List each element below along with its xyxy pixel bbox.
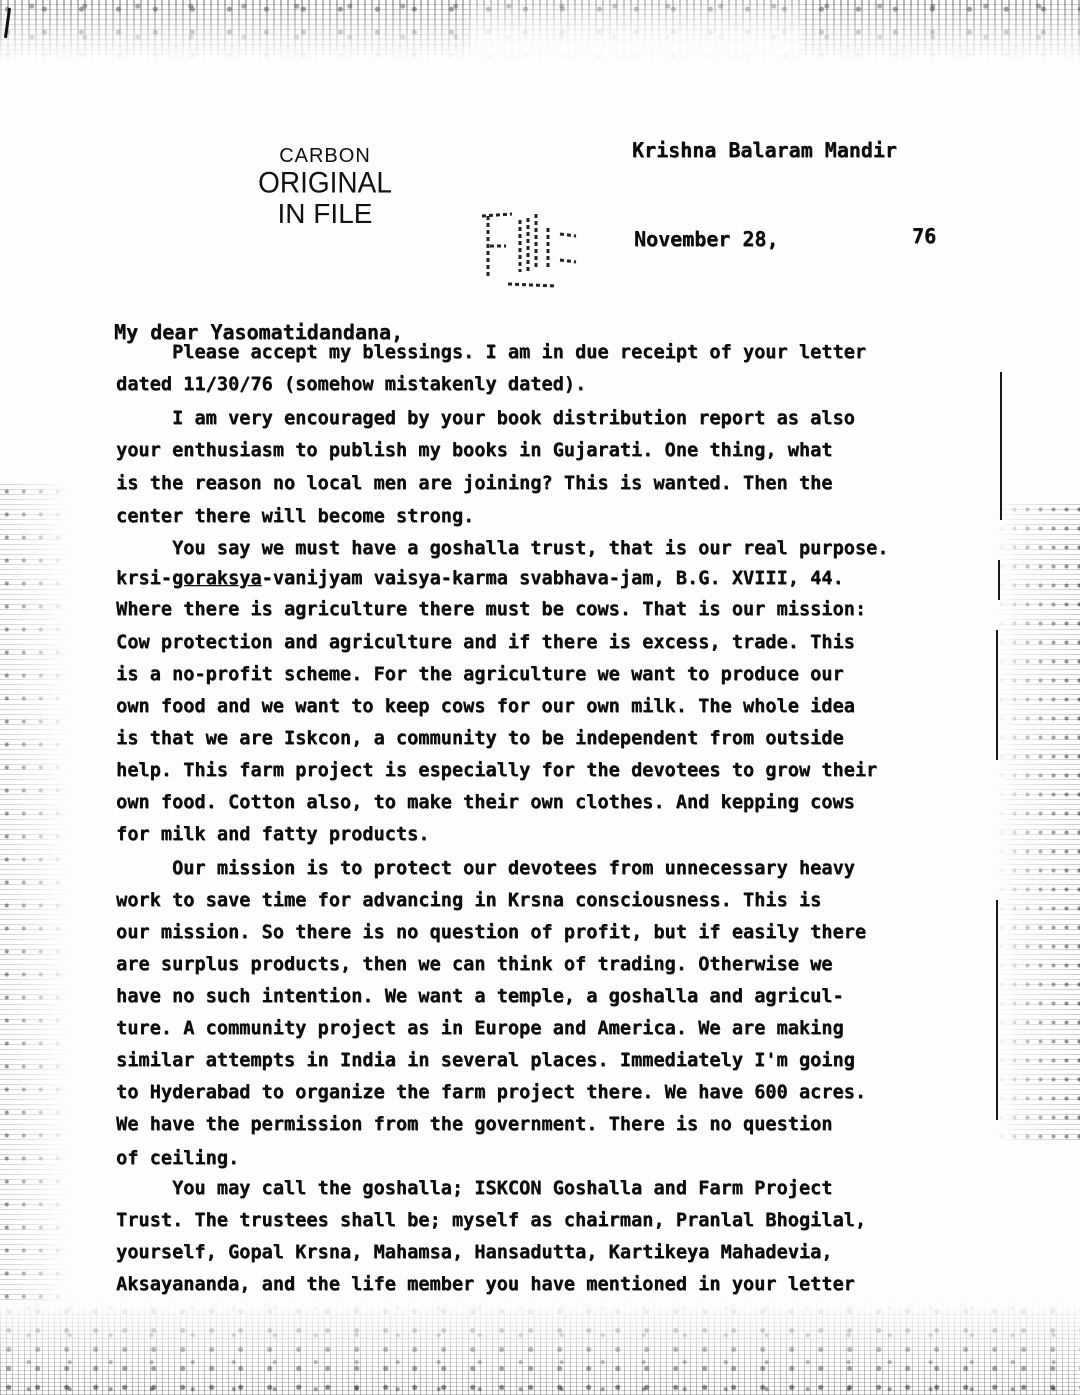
margin-line	[1000, 400, 1002, 520]
body-line: are surplus products, then we can think of trading. Otherwise we	[116, 954, 833, 975]
body-line: own food. Cotton also, to make their own clothes. And kepping cows	[116, 792, 855, 813]
body-line: You say we must have a goshalla trust, that is our real purpose.	[116, 538, 889, 559]
margin-line	[1000, 372, 1002, 402]
body-line: work to save time for advancing in Krsna consciousness. This is	[116, 890, 822, 911]
scan-noise-top	[0, 0, 1080, 60]
body-line: We have the permission from the government. There is no question	[116, 1114, 833, 1135]
body-line: own food and we want to keep cows for our own milk. The whole idea	[116, 696, 855, 717]
body-line: is that we are Iskcon, a community to be independent from outside	[116, 728, 844, 749]
body-line: ture. A community project as in Europe and America. We are making	[116, 1018, 844, 1039]
stamp-line-1: CARBON	[279, 145, 371, 167]
body-line: have no such intention. We want a temple, a goshalla and agricul-	[116, 986, 844, 1007]
scan-noise-left	[0, 480, 70, 1300]
letter-year: 76	[912, 224, 937, 248]
body-line: our mission. So there is no question of profit, but if easily there	[116, 922, 867, 943]
body-line: is the reason no local men are joining? This is wanted. Then the	[116, 473, 833, 494]
body-line: Our mission is to protect our devotees from unnecessary heavy	[116, 858, 855, 879]
body-line: is a no-profit scheme. For the agriculture we want to produce our	[116, 664, 844, 685]
body-line: Where there is agriculture there must be cows. That is our mission:	[116, 599, 867, 620]
salutation: My dear Yasomatidandana,	[114, 320, 403, 344]
body-line: for milk and fatty products.	[116, 824, 430, 845]
body-line: similar attempts in India in several places. Immediately I'm going	[116, 1050, 855, 1071]
body-line: yourself, Gopal Krsna, Mahamsa, Hansadutta, Kartikeya Mahadevia,	[116, 1242, 833, 1263]
margin-line	[996, 630, 998, 760]
body-line: You may call the goshalla; ISKCON Goshalla and Farm Project	[116, 1178, 833, 1199]
body-line: to Hyderabad to organize the farm project there. We have 600 acres.	[116, 1082, 867, 1103]
margin-line	[998, 560, 1000, 600]
body-line: center there will become strong.	[116, 506, 475, 527]
scan-noise-bottom	[0, 1300, 1080, 1395]
body-line: Please accept my blessings. I am in due receipt of your letter	[116, 342, 867, 363]
body-line: Aksayananda, and the life member you have mentioned in your letter	[116, 1274, 855, 1295]
carbon-original-stamp	[240, 144, 410, 230]
letter-date: November 28,	[634, 227, 779, 251]
file-stamp-mark	[476, 208, 586, 290]
body-line: Cow protection and agriculture and if there is excess, trade. This	[116, 632, 855, 653]
body-line: Trust. The trustees shall be; myself as chairman, Pranlal Bhogilal,	[116, 1210, 867, 1231]
body-line: krsi-goraksya-vanijyam vaisya-karma svabhava-jam, B.G. XVIII, 44.	[116, 568, 844, 589]
body-line: help. This farm project is especially for the devotees to grow their	[116, 760, 878, 781]
stamp-line-2: ORIGINAL	[258, 166, 392, 199]
stamp-line-3: IN FILE	[277, 198, 373, 229]
body-line: of ceiling.	[116, 1148, 240, 1169]
margin-line	[996, 900, 998, 1120]
body-line: your enthusiasm to publish my books in Gujarati. One thing, what	[116, 440, 833, 461]
body-line: I am very encouraged by your book distribution report as also	[116, 408, 855, 429]
underlined-term: goraksya	[171, 568, 262, 589]
scan-noise-right	[995, 500, 1080, 1140]
letterhead: Krishna Balaram Mandir	[632, 138, 897, 162]
body-line: dated 11/30/76 (somehow mistakenly dated).	[116, 374, 587, 395]
